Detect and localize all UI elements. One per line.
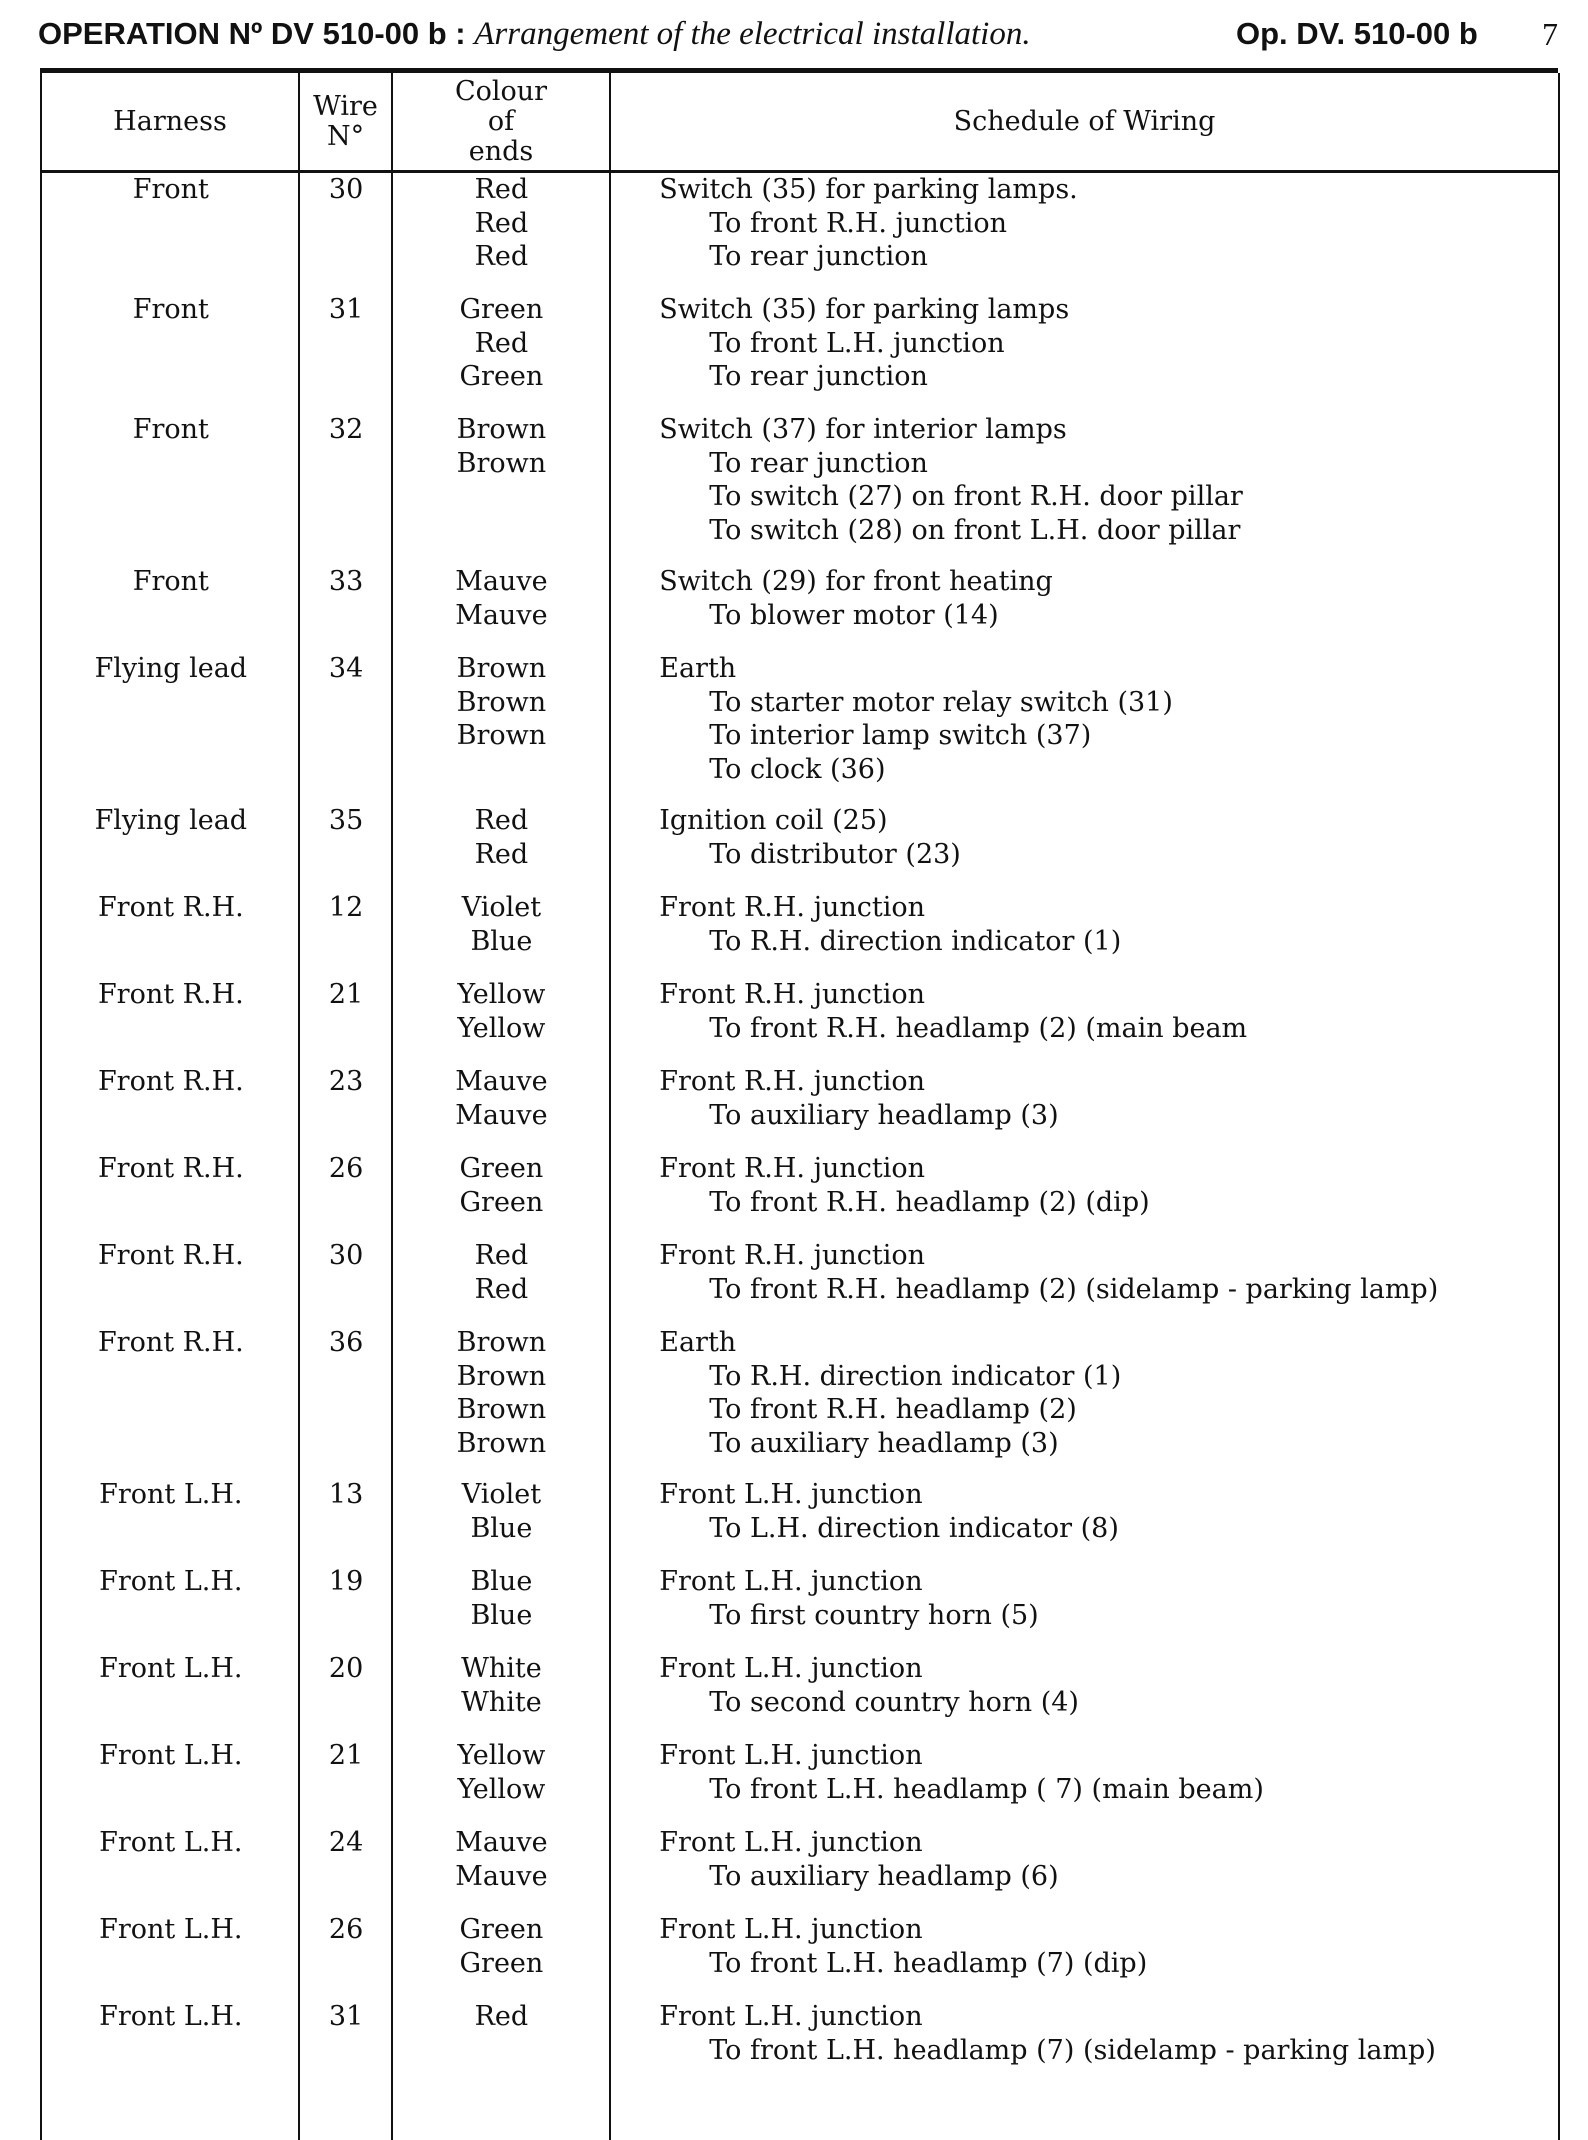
table-row — [42, 1565, 1558, 1652]
colour-end: Violet — [461, 892, 542, 923]
colour-end: Yellow — [457, 979, 546, 1010]
table-row — [42, 978, 1558, 1065]
schedule-destination: To front R.H. headlamp (2) (sidelamp - parking lamp) — [709, 1273, 1439, 1305]
table-row — [42, 1326, 1558, 1478]
schedule-destination: To front L.H. junction — [709, 327, 1005, 359]
colour-end: Brown — [456, 653, 547, 684]
colour-cell — [393, 413, 611, 565]
table-row — [42, 652, 1558, 804]
table-row — [42, 804, 1558, 891]
schedule-cell — [610, 2000, 1558, 2087]
wire-number-cell: 21 — [328, 979, 364, 1010]
harness-cell: Flying lead — [94, 653, 248, 684]
colour-end: Mauve — [455, 1066, 548, 1097]
schedule-destination: To rear junction — [709, 361, 928, 392]
colour-end: Mauve — [455, 1099, 548, 1131]
table-row — [42, 2000, 1558, 2087]
schedule-source: Earth — [659, 1327, 737, 1358]
schedule-cell — [610, 1826, 1558, 1913]
colour-end: Green — [459, 294, 544, 325]
colour-end: Red — [474, 1240, 529, 1271]
colour-end: Green — [459, 1914, 544, 1945]
harness-cell: Front R.H. — [97, 1153, 244, 1184]
colour-cell — [393, 565, 611, 652]
schedule-source: Front R.H. junction — [659, 979, 925, 1010]
wire-number-cell: 32 — [328, 414, 364, 445]
schedule-destination: To distributor (23) — [709, 838, 961, 870]
harness-cell: Front — [132, 566, 209, 597]
header-schedule-of-wiring: Schedule of Wiring — [953, 105, 1216, 137]
colour-end: Green — [459, 1186, 544, 1218]
schedule-destination: To front R.H. junction — [709, 207, 1007, 239]
wire-number-cell: 12 — [328, 892, 364, 923]
wire-number-cell: 30 — [328, 1240, 364, 1271]
schedule-source: Switch (35) for parking lamps — [659, 294, 1070, 325]
schedule-cell — [610, 804, 1558, 891]
colour-end: Brown — [456, 1327, 547, 1358]
table-row — [42, 1652, 1558, 1739]
harness-cell: Front — [132, 294, 209, 325]
harness-cell: Front R.H. — [97, 1066, 244, 1097]
schedule-destination: To front R.H. headlamp (2) (dip) — [709, 1186, 1150, 1218]
table-header — [42, 73, 1558, 173]
harness-cell: Front L.H. — [99, 1827, 243, 1858]
wire-number-cell: 26 — [328, 1153, 364, 1184]
schedule-cell — [610, 1239, 1558, 1326]
schedule-cell — [610, 978, 1558, 1065]
table-row — [42, 565, 1558, 652]
schedule-destination: To rear junction — [709, 447, 928, 479]
wire-number-cell: 24 — [328, 1827, 364, 1858]
harness-cell: Flying lead — [94, 805, 248, 836]
schedule-cell — [610, 1739, 1558, 1826]
colour-cell — [393, 804, 611, 891]
colour-end: Brown — [456, 1360, 547, 1392]
wire-number-cell: 19 — [328, 1566, 364, 1597]
schedule-destination: To starter motor relay switch (31) — [709, 686, 1173, 718]
schedule-cell — [610, 293, 1558, 413]
colour-cell — [393, 1065, 611, 1152]
header-harness: Harness — [113, 105, 227, 137]
colour-cell — [393, 173, 611, 293]
wire-number-cell: 33 — [328, 566, 364, 597]
colour-end: Red — [474, 2001, 529, 2032]
schedule-destination: To auxiliary headlamp (6) — [709, 1860, 1059, 1892]
schedule-destination: To switch (28) on front L.H. door pillar — [709, 514, 1241, 546]
colour-end: Mauve — [455, 1860, 548, 1892]
colour-cell — [393, 1326, 611, 1478]
colour-cell — [393, 891, 611, 978]
table-row — [42, 1478, 1558, 1565]
wire-number-cell: 35 — [328, 805, 364, 836]
harness-cell: Front — [132, 414, 209, 445]
colour-cell — [393, 2000, 611, 2087]
colour-cell — [393, 652, 611, 804]
schedule-cell — [610, 652, 1558, 804]
schedule-source: Front L.H. junction — [659, 1479, 923, 1510]
wire-number-cell: 30 — [328, 174, 364, 205]
colour-end: Red — [474, 838, 529, 870]
colour-end: Red — [474, 805, 529, 836]
colour-cell — [393, 1152, 611, 1239]
schedule-source: Front R.H. junction — [659, 1240, 925, 1271]
wire-number-cell: 26 — [328, 1914, 364, 1945]
colour-end: Brown — [456, 447, 547, 479]
schedule-source: Front L.H. junction — [659, 1653, 923, 1684]
schedule-source: Front L.H. junction — [659, 1740, 923, 1771]
schedule-cell — [610, 1913, 1558, 2000]
wire-number-cell: 21 — [328, 1740, 364, 1771]
harness-cell: Front R.H. — [97, 979, 244, 1010]
schedule-destination: To first country horn (5) — [709, 1599, 1039, 1631]
schedule-source: Front L.H. junction — [659, 1914, 923, 1945]
page-header — [38, 16, 1558, 60]
schedule-source: Front R.H. junction — [659, 892, 925, 923]
schedule-destination: To front L.H. headlamp (7) (dip) — [709, 1947, 1148, 1979]
colour-end: Blue — [470, 1566, 533, 1597]
colour-cell — [393, 293, 611, 413]
schedule-cell — [610, 1326, 1558, 1478]
schedule-source: Earth — [659, 653, 737, 684]
schedule-destination: To blower motor (14) — [709, 599, 999, 631]
schedule-source: Switch (35) for parking lamps. — [659, 174, 1078, 205]
schedule-source: Front L.H. junction — [659, 1566, 923, 1597]
harness-cell: Front L.H. — [99, 1914, 243, 1945]
table-body — [42, 173, 1558, 2087]
wire-number-cell: 31 — [328, 2001, 364, 2032]
schedule-source: Front R.H. junction — [659, 1153, 925, 1184]
schedule-destination: To switch (27) on front R.H. door pillar — [709, 481, 1243, 512]
schedule-cell — [610, 1652, 1558, 1739]
header-colour-of-ends: Colour of ends — [454, 75, 548, 167]
colour-end: Blue — [470, 1599, 533, 1631]
operation-title — [38, 16, 1031, 53]
table-row — [42, 1739, 1558, 1826]
operation-code: Op. DV. 510-00 b — [1236, 16, 1478, 51]
harness-cell: Front R.H. — [97, 892, 244, 923]
colour-end: Green — [459, 1947, 544, 1979]
schedule-destination: To auxiliary headlamp (3) — [709, 1427, 1059, 1459]
harness-cell: Front L.H. — [99, 1653, 243, 1684]
colour-cell — [393, 1913, 611, 2000]
wire-number-cell: 36 — [328, 1327, 364, 1358]
harness-cell: Front — [132, 174, 209, 205]
schedule-destination: To second country horn (4) — [709, 1686, 1079, 1718]
wire-number-cell: 31 — [328, 294, 364, 325]
schedule-cell — [610, 1065, 1558, 1152]
table-row — [42, 1152, 1558, 1239]
colour-end: Yellow — [457, 1773, 546, 1805]
colour-cell — [393, 1826, 611, 1913]
schedule-destination: To front L.H. headlamp ( 7) (main beam) — [709, 1773, 1264, 1805]
schedule-source: Front R.H. junction — [659, 1066, 925, 1097]
colour-cell — [393, 1652, 611, 1739]
schedule-destination: To auxiliary headlamp (3) — [709, 1099, 1059, 1131]
schedule-cell — [610, 1478, 1558, 1565]
schedule-cell — [610, 1565, 1558, 1652]
colour-end: White — [461, 1653, 542, 1684]
colour-end: Brown — [456, 686, 547, 718]
header-wire-no: Wire N° — [313, 90, 378, 152]
colour-end: Blue — [470, 925, 533, 957]
harness-cell: Front L.H. — [99, 1740, 243, 1771]
schedule-cell — [610, 1152, 1558, 1239]
colour-end: White — [461, 1686, 542, 1718]
colour-cell — [393, 978, 611, 1065]
colour-cell — [393, 1739, 611, 1826]
table-row — [42, 1826, 1558, 1913]
schedule-destination: To front R.H. headlamp (2) — [709, 1394, 1077, 1425]
schedule-source: Front L.H. junction — [659, 1827, 923, 1858]
colour-end: Red — [474, 327, 529, 359]
colour-end: Green — [459, 1153, 544, 1184]
schedule-destination: To L.H. direction indicator (8) — [709, 1512, 1119, 1544]
colour-end: Yellow — [457, 1012, 546, 1044]
schedule-destination: To front R.H. headlamp (2) (main beam — [709, 1012, 1248, 1044]
schedule-source: Front L.H. junction — [659, 2001, 923, 2032]
table-row — [42, 293, 1558, 413]
schedule-source: Switch (37) for interior lamps — [659, 414, 1067, 445]
table-row — [42, 1913, 1558, 2000]
harness-cell: Front R.H. — [97, 1240, 244, 1271]
colour-end: Brown — [456, 1427, 547, 1459]
table-row — [42, 413, 1558, 565]
schedule-destination: To R.H. direction indicator (1) — [709, 925, 1122, 957]
table-row — [42, 1065, 1558, 1152]
colour-end: Red — [474, 207, 529, 239]
wire-number-cell: 20 — [328, 1653, 364, 1684]
page-number: 7 — [1542, 16, 1558, 52]
schedule-cell — [610, 173, 1558, 293]
colour-end: Red — [474, 241, 529, 272]
colour-end: Mauve — [455, 566, 548, 597]
schedule-cell — [610, 565, 1558, 652]
colour-end: Red — [474, 1273, 529, 1305]
harness-cell: Front L.H. — [99, 1566, 243, 1597]
colour-end: Brown — [456, 720, 547, 751]
wire-number-cell: 13 — [328, 1479, 364, 1510]
colour-end: Violet — [461, 1479, 542, 1510]
schedule-cell — [610, 891, 1558, 978]
schedule-destination: To front L.H. headlamp (7) (sidelamp - parking lamp) — [709, 2034, 1436, 2066]
colour-end: Mauve — [455, 599, 548, 631]
table-row — [42, 1239, 1558, 1326]
harness-cell: Front R.H. — [97, 1327, 244, 1358]
table-row — [42, 891, 1558, 978]
colour-cell — [393, 1478, 611, 1565]
colour-end: Red — [474, 174, 529, 205]
schedule-destination: To R.H. direction indicator (1) — [709, 1360, 1122, 1392]
schedule-destination: To rear junction — [709, 241, 928, 272]
schedule-destination: To interior lamp switch (37) — [709, 720, 1092, 751]
operation-subtitle: Arrangement of the electrical installation. — [474, 16, 1031, 52]
colour-cell — [393, 1239, 611, 1326]
colour-end: Brown — [456, 414, 547, 445]
colour-cell — [393, 1565, 611, 1652]
colour-end: Brown — [456, 1394, 547, 1425]
harness-cell: Front L.H. — [99, 2001, 243, 2032]
schedule-source: Switch (29) for front heating — [659, 566, 1053, 597]
colour-end: Green — [459, 361, 544, 392]
colour-end: Mauve — [455, 1827, 548, 1858]
wiring-table — [40, 73, 1560, 2140]
wire-number-cell: 23 — [328, 1066, 364, 1097]
schedule-cell — [610, 413, 1558, 565]
table-row — [42, 173, 1558, 293]
colour-end: Yellow — [457, 1740, 546, 1771]
wire-number-cell: 34 — [328, 653, 364, 684]
schedule-destination: To clock (36) — [709, 753, 886, 785]
colour-end: Blue — [470, 1512, 533, 1544]
operation-number: OPERATION Nº DV 510-00 b : — [38, 16, 466, 51]
schedule-source: Ignition coil (25) — [659, 805, 888, 836]
harness-cell: Front L.H. — [99, 1479, 243, 1510]
